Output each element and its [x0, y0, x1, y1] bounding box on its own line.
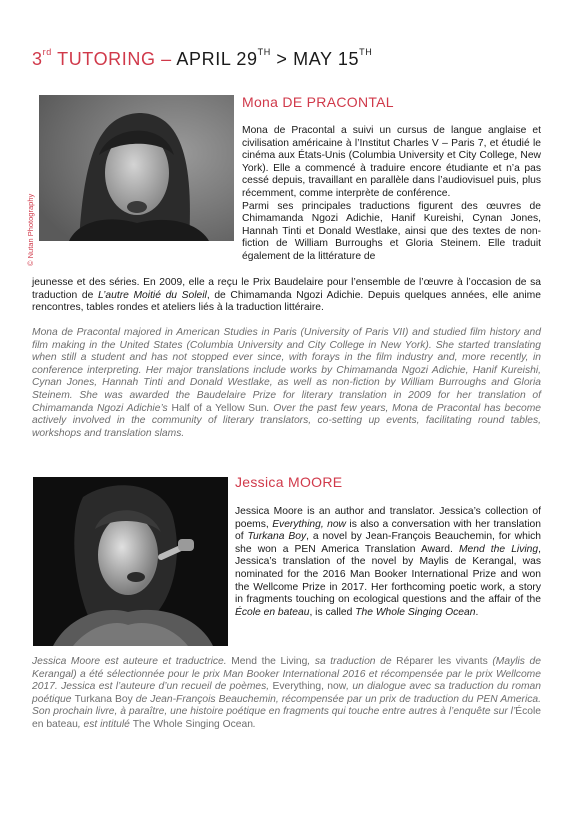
header-sup-th-1: TH — [257, 47, 271, 57]
mona-bio-en-2: . Over the past few years, Mona de Pracontal has become actively involved in the community of literary translators, co-setting up events, facilitating round tables, workshops and translation slams. — [32, 402, 542, 439]
page-header — [32, 49, 372, 70]
jessica-name-heading — [235, 474, 342, 490]
mona-bio-fr-cont-1: jeunesse et des séries. En 2009, elle a reçu le Prix Baudelaire pour l’ensemble de l’œuvre à l’occasion de sa traduction de — [32, 277, 541, 301]
header-date-start: APRIL 29 — [176, 49, 258, 69]
jessica-bio-en-t5: The Whole Singing Ocean — [355, 606, 476, 618]
jessica-bio-en-b: is also a conversation with her translation of — [235, 518, 541, 543]
jessica-bio-fr-t4: Turkana Boy — [74, 693, 133, 705]
jessica-bio-fr-2: , sa traduction de — [307, 656, 397, 667]
jessica-bio-en — [235, 506, 541, 619]
jessica-bio-fr-3: (Maylis de Kerangal) a été sélectionnée pour le prix Man Booker International 2016 et récompensée par le prix Wellcome 2017. Jessica est l’auteure d’un recueil de poèmes, — [32, 656, 541, 693]
jessica-bio-en-t1: Everything, now — [272, 518, 346, 530]
jessica-bio-fr-4: , un dialogue avec sa traduction du roman poétique — [32, 681, 541, 705]
jessica-last-name: MOORE — [287, 474, 343, 490]
header-sup-th-2: TH — [359, 47, 373, 57]
jessica-bio-fr-6: , est intitulé — [77, 718, 133, 730]
header-arrow: > — [270, 49, 294, 69]
jessica-bio-fr-1: Jessica Moore est auteure et traductrice. — [32, 656, 232, 667]
mona-bio-en-1: Mona de Pracontal majored in American Studies in Paris (University of Paris VII) and studied film history and film making in the United States (Columbia University and City College in New York). She started translating when still a student and has not stopped ever since, with forays in the film industry and, more recently, in conference interpreting. Her major translations include works by Chimamanda Ngozi Adichie, Hanif Kureishi, Cynan Jones, Hannah Tinti and Donald Westlake, as well as non-fiction by William Burroughs and Gloria Steinem. She was awarded the Baudelaire Prize for literary translation in 2009 for her translation of Chimamanda Ngozi Adichie’s — [32, 327, 541, 414]
mona-bio-fr-para1: Mona de Pracontal a suivi un cursus de langue anglaise et civilisation américaine à l’Institut Charles V – Paris 7, et étudié le cinéma aux États-Unis (Columbia University et City College, New York). Elle a commencé à traduire encore étudiante et n’a pas cessé depuis, travaillant en parallèle dans l’audiovisuel puis, plus récemment, comme interprète de conférence. — [242, 125, 541, 199]
jessica-bio-en-t3: Mend the Living — [458, 543, 539, 555]
header-sup-rd: rd — [42, 47, 52, 57]
mona-bio-fr-para2: Parmi ses principales traductions figurent des œuvres de Chimamanda Ngozi Adichie, Hanif Kureishi, Cynan Jones, Hannah Tinti et Donald Westlake, ainsi que des textes de non-fiction de William Burroughs et Gloria Steinem. Elle traduit également de la littérature de — [242, 200, 541, 262]
jessica-bio-fr-t1: Mend the Living — [231, 656, 308, 667]
jessica-bio-fr — [32, 656, 541, 732]
photo-credit — [23, 168, 37, 266]
jessica-first-name: Jessica — [235, 474, 288, 490]
jessica-bio-fr-5: de Jean-François Beauchemin, récompensée par un prix de traduction du PEN America. Son prochain livre, à paraître, une histoire poétique en fragments qui touche entre autres à l’enquête sur l’ — [32, 693, 541, 718]
jessica-bio-fr-t3: Everything, now — [272, 681, 347, 693]
jessica-bio-en-e: , is called — [309, 606, 356, 618]
jessica-bio-en-t4: École en bateau — [235, 606, 310, 618]
jessica-bio-en-c: , a novel by Jean-François Beauchemin, for which she won a PEN America Translation Award. — [235, 531, 541, 555]
jessica-bio-en-d: , Jessica’s translation of the novel by Maylis de Kerangal, was nominated for the 2016 Man Booker International Prize and won the Wellcome Prize in 2017. Her forthcoming poetic work, a story in fragments touching on ecological questions and the affair of the — [235, 543, 541, 606]
jessica-bio-fr-t5: École en bateau — [32, 706, 541, 730]
jessica-bio-en-f: . — [475, 606, 479, 618]
photo-credit-text: © Nutan Photography — [26, 193, 35, 266]
mona-portrait-photo — [39, 95, 234, 241]
jessica-bio-en-a: Jessica Moore is an author and translator. Jessica’s collection of poems, — [235, 506, 541, 530]
mona-name-heading — [242, 94, 394, 110]
mona-bio-en-title: Half of a Yellow Sun — [171, 402, 267, 414]
header-label: TUTORING – — [57, 49, 177, 69]
header-number: 3 — [32, 49, 43, 69]
jessica-bio-fr-7: . — [252, 718, 256, 730]
mona-bio-fr-title: L’autre Moitié du Soleil — [97, 289, 207, 301]
mona-last-name: DE PRACONTAL — [282, 94, 394, 110]
header-date-end: MAY 15 — [293, 49, 360, 69]
jessica-bio-fr-t2: Réparer les vivants — [396, 656, 488, 667]
jessica-bio-fr-t6: The Whole Singing Ocean — [132, 718, 253, 730]
jessica-bio-en-t2: Turkana Boy — [247, 531, 307, 543]
mona-bio-en — [32, 327, 541, 440]
mona-first-name: Mona — [242, 94, 283, 110]
jessica-portrait-photo — [33, 477, 228, 646]
mona-bio-fr — [242, 125, 541, 264]
mona-bio-fr-cont-2: , de Chimamanda Ngozi Adichie. Depuis quelques années, elle anime rencontres, tables rondes et ateliers liés à la traduction littéraire. — [32, 289, 541, 314]
mona-bio-fr-continued — [32, 277, 541, 315]
